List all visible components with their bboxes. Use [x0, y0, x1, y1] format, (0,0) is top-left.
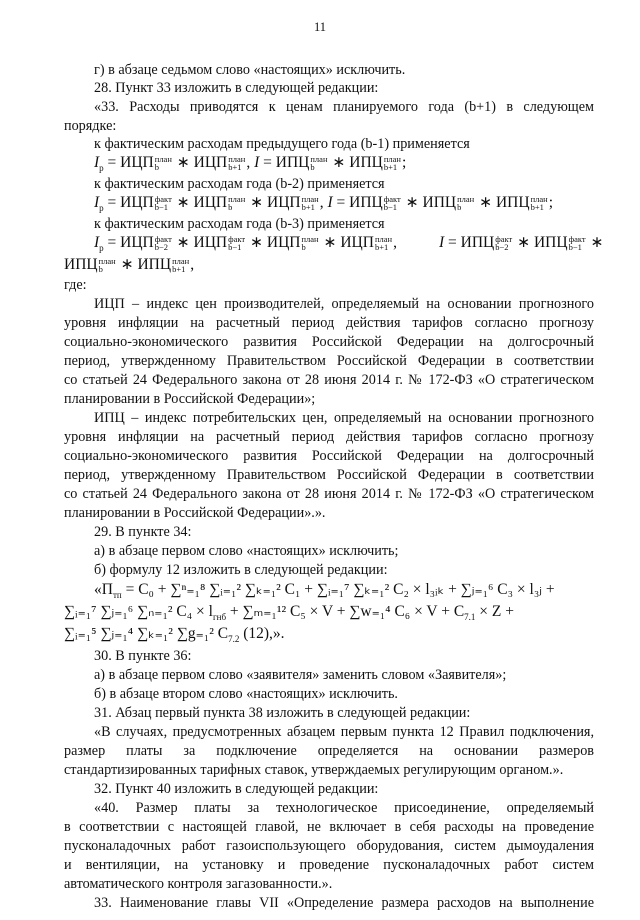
text-line: «33. Расходы приводятся к ценам планируемого года (b+1) в следующем: [94, 99, 594, 115]
text-line: размер платы за подключение определяется на основании размеров: [64, 743, 594, 759]
formula-line: $I_p$ = ИЦП план b ∗ ИЦП план b+1 , I = ИПЦ план b ∗ ИПЦ план b+1 ;: [94, 154, 407, 174]
text-line: планировании в Российской Федерации»;: [64, 391, 316, 407]
text-line: уровня инфляции на расчетный период действия тарифов согласно прогнозу: [64, 429, 594, 445]
text-line: б) формулу 12 изложить в следующей редакции:: [94, 562, 388, 578]
formula-12-line: ∑ᵢ₌₁⁵ ∑ⱼ₌₁⁴ ∑ₖ₌₁² ∑g₌₁² $C_{7.2}$ (12),».: [64, 625, 285, 645]
text-line: 29. В пункте 34:: [94, 524, 192, 540]
text-line: а) в абзаце первом слово «настоящих» исключить;: [94, 543, 399, 559]
text-line: 28. Пункт 33 изложить в следующей редакции:: [94, 80, 379, 96]
text-line: 30. В пункте 36:: [94, 648, 192, 664]
text-line: где:: [64, 277, 87, 293]
formula-line: $I_p$ = ИЦП факт b−1 ∗ ИЦП план b ∗ ИЦП план b+1 , I = ИПЦ факт b−1 ∗ ИПЦ план b ∗ ИПЦ план b+1 ;: [94, 194, 553, 214]
page-number: 11: [313, 20, 327, 34]
text-line: а) в абзаце первом слово «заявителя» заменить словом «Заявителя»;: [94, 667, 507, 683]
text-line: планировании в Российской Федерации».».: [64, 505, 326, 521]
text-line: стандартизированных тарифных ставок, утверждаемых регулирующим органом.».: [64, 762, 564, 778]
formula-line: $I_p$ = ИЦП факт b−2 ∗ ИЦП факт b−1 ∗ ИЦП план b ∗ ИЦП план b+1 , I = ИПЦ факт b−2 ∗ ИПЦ факт b−1 ∗: [94, 234, 604, 254]
formula-12-line: ∑ᵢ₌₁⁷ ∑ⱼ₌₁⁶ ∑ₙ₌₁² $C_4 \times l_{гнб} + \sum_{m=1}^{12}$ C₅ × V + ∑w₌₁⁴ $C_6 \times V + C_{7.1} \times Z$ +: [64, 603, 514, 623]
text-line: г) в абзаце седьмом слово «настоящих» исключить.: [94, 62, 406, 78]
text-line: 31. Абзац первый пункта 38 изложить в следующей редакции:: [94, 705, 471, 721]
formula-line: ИПЦ план b ∗ ИПЦ план b+1 ,: [64, 256, 195, 275]
text-line: 32. Пункт 40 изложить в следующей редакции:: [94, 781, 379, 797]
text-line: 33. Наименование главы VII «Определение размера расходов на выполнение: [94, 895, 594, 911]
text-line: и вентиляции, на установку и проведение пусконаладочных работ систем: [64, 857, 594, 873]
text-line: автоматического контроля загазованности.».: [64, 876, 333, 892]
text-line: период, утвержденному Правительством Российской Федерации в соответствии: [64, 467, 594, 483]
text-line: к фактическим расходам предыдущего года (b-1) применяется: [94, 136, 470, 152]
text-line: «40. Размер платы за технологическое присоединение, определяемый: [94, 800, 594, 816]
text-line: «В случаях, предусмотренных абзацем первым пункта 12 Правил подключения,: [94, 724, 594, 740]
text-line: б) в абзаце втором слово «настоящих» исключить.: [94, 686, 398, 702]
text-line: период, утвержденному Правительством Российской Федерации в соответствии: [64, 353, 594, 369]
text-line: уровня инфляции на расчетный период действия тарифов согласно прогнозу: [64, 315, 594, 331]
formula-12-line: «$П_{тп} = C_0 + \sum^n_{=1}^8$ ∑ᵢ₌₁² ∑ₖ₌₁² C₁ + ∑ᵢ₌₁⁷ ∑ₖ₌₁² C₂ × l₃ᵢₖ + ∑ⱼ₌₁⁶ C₃ × l₃ⱼ +: [94, 581, 555, 601]
text-line: со статьей 24 Федерального закона от 28 июня 2014 г. № 172-ФЗ «О стратегическом: [64, 486, 594, 502]
text-line: социально-экономического развития Российской Федерации на долгосрочный: [64, 334, 594, 350]
text-line: ИПЦ – индекс потребительских цен, определяемый на основании прогнозного: [94, 410, 594, 426]
text-line: порядке:: [64, 118, 117, 134]
text-line: к фактическим расходам года (b-3) применяется: [94, 216, 385, 232]
text-line: пусконаладочных работ газоиспользующего оборудования, систем дымоудаления: [64, 838, 594, 854]
text-line: социально-экономического развития Российской Федерации на долгосрочный: [64, 448, 594, 464]
text-line: к фактическим расходам года (b-2) применяется: [94, 176, 385, 192]
text-line: со статьей 24 Федерального закона от 28 июня 2014 г. № 172-ФЗ «О стратегическом: [64, 372, 594, 388]
text-line: ИЦП – индекс цен производителей, определяемый на основании прогнозного: [94, 296, 594, 312]
text-line: в соответствии с настоящей главой, не включает в себя расходы на проведение: [64, 819, 594, 835]
